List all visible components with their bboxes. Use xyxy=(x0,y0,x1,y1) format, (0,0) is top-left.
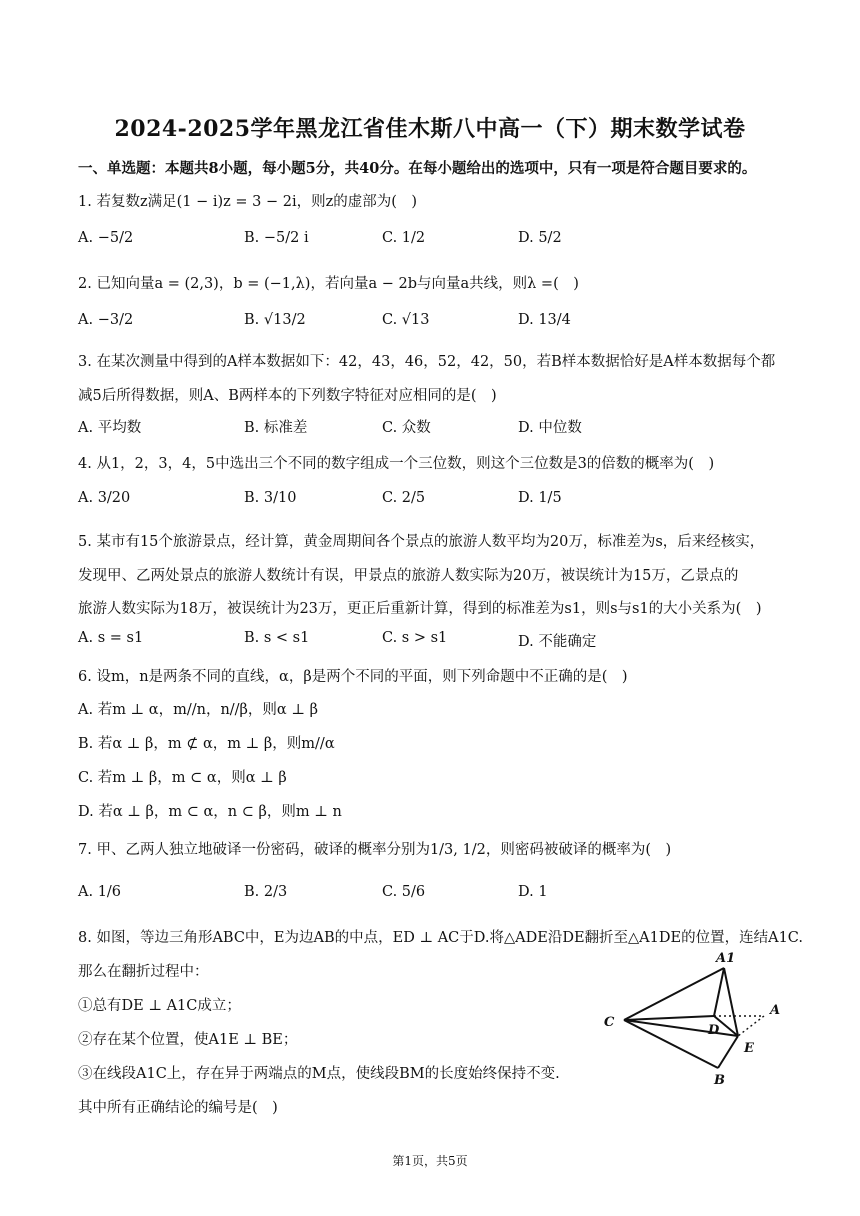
q7-option-c: C. 5/6 xyxy=(382,884,426,900)
q5-option-a: A. s = s1 xyxy=(78,630,144,646)
q2-option-b: B. √13/2 xyxy=(244,312,306,328)
question-8-statement-3: ③在线段A1C上，存在异于两端点的M点，使线段BM的长度始终保持不变. xyxy=(78,1066,560,1082)
question-8-line-1: 8. 如图，等边三角形ABC中，E为边AB的中点，ED ⊥ AC于D.将△ADE沿DE翻折至△A1DE的位置，连结A1C. xyxy=(78,930,803,946)
edge-e-b xyxy=(718,1036,738,1068)
page-title: 2024-2025学年黑龙江省佳木斯八中高一（下）期末数学试卷 xyxy=(114,116,746,142)
question-5-line-2: 发现甲、乙两处景点的旅游人数统计有误，甲景点的旅游人数实际为20万，被误统计为15万，乙景点的 xyxy=(78,568,739,584)
q1-option-a: A. −5/2 xyxy=(78,230,134,246)
edge-c-a1 xyxy=(624,968,724,1020)
question-4: 4. 从1，2，3，4，5中选出三个不同的数字组成一个三位数，则这个三位数是3的倍数的概率为( ) xyxy=(78,456,715,472)
folding-triangle-figure xyxy=(598,950,798,1090)
q2-option-d: D. 13/4 xyxy=(518,312,571,328)
label-c: C xyxy=(604,1015,615,1030)
q1-option-c: C. 1/2 xyxy=(382,230,426,246)
q5-option-d: D. 不能确定 xyxy=(518,634,597,650)
label-a1: A1 xyxy=(716,951,736,966)
q6-option-d: D. 若α ⊥ β，m ⊂ α，n ⊂ β，则m ⊥ n xyxy=(78,804,342,820)
q2-option-c: C. √13 xyxy=(382,312,430,328)
page-footer: 第1页，共5页 xyxy=(392,1154,468,1168)
q6-option-b: B. 若α ⊥ β，m ⊄ α，m ⊥ β，则m//α xyxy=(78,736,335,752)
label-e: E xyxy=(744,1041,754,1056)
q1-option-d: D. 5/2 xyxy=(518,230,562,246)
question-2: 2. 已知向量a = (2,3)，b = (−1,λ)，若向量a − 2b与向量a共线，则λ =( ) xyxy=(78,276,579,292)
dashed-a-e xyxy=(738,1016,764,1036)
q3-option-a: A. 平均数 xyxy=(78,420,142,436)
q1-option-b: B. −5/2 i xyxy=(244,230,309,246)
question-6: 6. 设m，n是两条不同的直线，α，β是两个不同的平面，则下列命题中不正确的是( ) xyxy=(78,669,628,685)
question-3-line-1: 3. 在某次测量中得到的A样本数据如下：42，43，46，52，42，50，若B样本数据恰好是A样本数据每个都 xyxy=(78,354,776,370)
q4-option-a: A. 3/20 xyxy=(78,490,131,506)
q4-option-d: D. 1/5 xyxy=(518,490,562,506)
question-7: 7. 甲、乙两人独立地破译一份密码，破译的概率分别为1/3, 1/2，则密码被破译的概率为( ) xyxy=(78,842,672,858)
label-d: D xyxy=(708,1023,720,1038)
figure-lines xyxy=(624,968,738,1068)
q3-option-b: B. 标准差 xyxy=(244,420,308,436)
question-8-statement-1: ①总有DE ⊥ A1C成立； xyxy=(78,998,241,1014)
label-b: B xyxy=(714,1073,725,1088)
q5-option-b: B. s < s1 xyxy=(244,630,310,646)
q3-option-c: C. 众数 xyxy=(382,420,431,436)
edge-c-d xyxy=(624,1016,714,1020)
q7-option-a: A. 1/6 xyxy=(78,884,122,900)
section-heading: 一、单选题：本题共8小题，每小题5分，共40分。在每小题给出的选项中，只有一项是符合题目要求的。 xyxy=(78,160,757,177)
question-8-statement-2: ②存在某个位置，使A1E ⊥ BE； xyxy=(78,1032,298,1048)
q4-option-b: B. 3/10 xyxy=(244,490,297,506)
q2-option-a: A. −3/2 xyxy=(78,312,134,328)
q6-option-c: C. 若m ⊥ β，m ⊂ α，则α ⊥ β xyxy=(78,770,287,786)
question-5-line-1: 5. 某市有15个旅游景点，经计算，黄金周期间各个景点的旅游人数平均为20万，标准差为s，后来经核实， xyxy=(78,534,765,550)
edge-a1-d xyxy=(714,968,724,1016)
q4-option-c: C. 2/5 xyxy=(382,490,426,506)
question-8-line-2: 那么在翻折过程中： xyxy=(78,964,209,980)
q3-option-d: D. 中位数 xyxy=(518,420,582,436)
question-8-ask: 其中所有正确结论的编号是( ) xyxy=(78,1100,278,1116)
q6-option-a: A. 若m ⊥ α，m//n，n//β，则α ⊥ β xyxy=(78,702,318,718)
q5-option-c: C. s > s1 xyxy=(382,630,448,646)
q7-option-b: B. 2/3 xyxy=(244,884,288,900)
question-1: 1. 若复数z满足(1 − i)z = 3 − 2i，则z的虚部为( ) xyxy=(78,194,418,210)
q7-option-d: D. 1 xyxy=(518,884,548,900)
label-a: A xyxy=(770,1003,781,1018)
question-5-line-3: 旅游人数实际为18万，被误统计为23万，更正后重新计算，得到的标准差为s1，则s与s1的大小关系为( ) xyxy=(78,601,762,617)
question-3-line-2: 减5后所得数据，则A、B两样本的下列数字特征对应相同的是( ) xyxy=(78,388,497,404)
